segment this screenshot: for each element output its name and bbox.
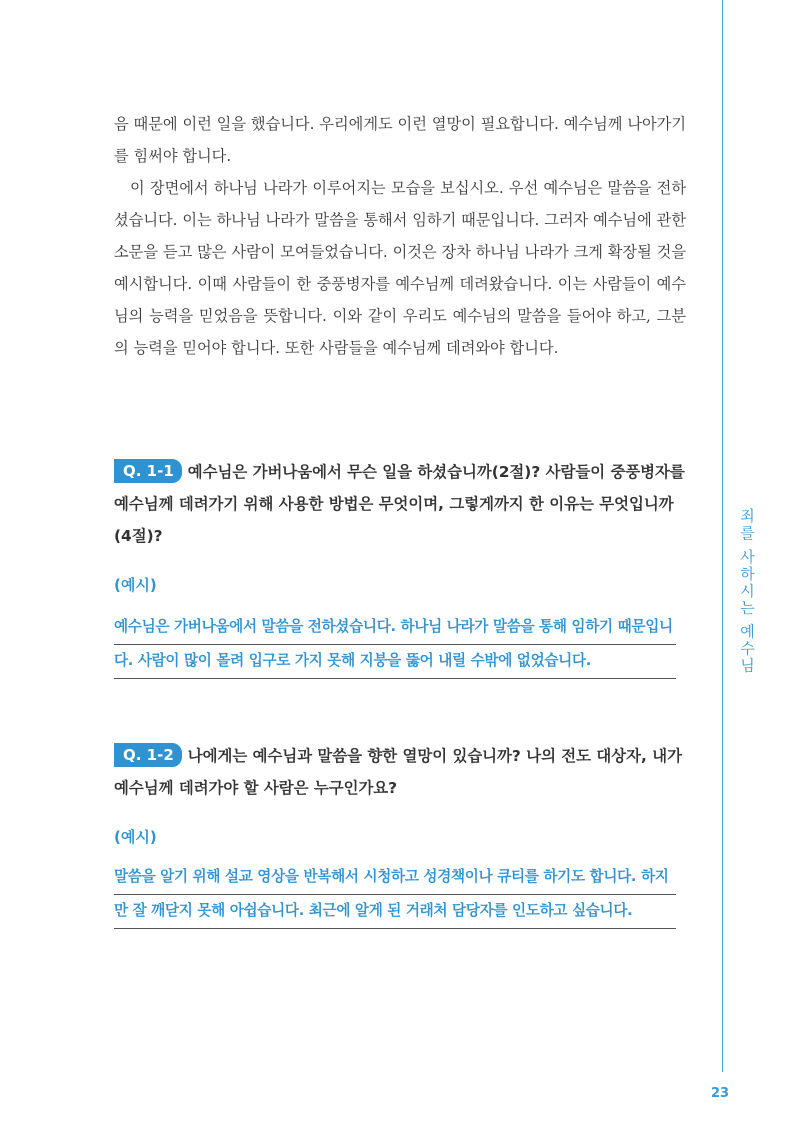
body-paragraph: 이 장면에서 하나님 나라가 이루어지는 모습을 보십시오. 우선 예수님은 말씀을 전하셨습니다. 이는 하나님 나라가 말씀을 통해서 임하기 때문입니다. 그러자 예수님에 관한 소문을 듣고 많은 사람이 모여들었습니다. 이것은 장차 하나님 나라가 크게 확장될 것을 예시합니다. 이때 사람들이 한 중풍병자를 예수님께 데려왔습니다. 이는 사람들이 예수님의 능력을 믿었음을 뜻합니다. 이와 같이 우리도 예수님의 말씀을 들어야 하고, 그분의 능력을 믿어야 합니다. 또한 사람들을 예수님께 데려와야 합니다. [114,179,686,357]
question-badge: Q. 1-2 [114,743,182,767]
chapter-side-title: 죄를 사하시는 예수님 [738,508,756,675]
question-1-1 [114,456,686,552]
side-divider [722,0,723,1072]
question-text: 나에게는 예수님과 말씀을 향한 열망이 있습니까? 나의 전도 대상자, 내가 예수님께 데려가야 할 사람은 누구인가요? [114,747,682,797]
answer-text: 다. 사람이 많이 몰려 입구로 가지 못해 지붕을 뚫어 내릴 수밖에 없었습니다. [114,652,592,669]
example-label: (예시) [114,576,157,594]
body-text [114,108,686,364]
question-text: 예수님은 가버나움에서 무슨 일을 하셨습니까(2절)? 사람들이 중풍병자를 예수님께 데려가기 위해 사용한 방법은 무엇이며, 그렇게까지 한 이유는 무엇입니까(4절)? [114,463,685,545]
example-label: (예시) [114,828,157,846]
answer-line [114,860,676,895]
page-number: 23 [710,1086,730,1101]
answer-line [114,894,676,929]
answer-text: 말씀을 알기 위해 설교 영상을 반복해서 시청하고 성경책이나 큐티를 하기도 합니다. 하지 [114,868,669,885]
answer-line [114,644,676,679]
answer-text: 만 잘 깨닫지 못해 아쉽습니다. 최근에 알게 된 거래처 담당자를 인도하고 싶습니다. [114,902,633,919]
question-1-2 [114,740,686,804]
answer-text: 예수님은 가버나움에서 말씀을 전하셨습니다. 하나님 나라가 말씀을 통해 임하기 때문입니 [114,618,673,635]
answer-line [114,610,676,645]
body-paragraph: 음 때문에 이런 일을 했습니다. 우리에게도 이런 열망이 필요합니다. 예수님께 나아가기를 힘써야 합니다. [114,115,686,165]
question-badge: Q. 1-1 [114,459,182,483]
